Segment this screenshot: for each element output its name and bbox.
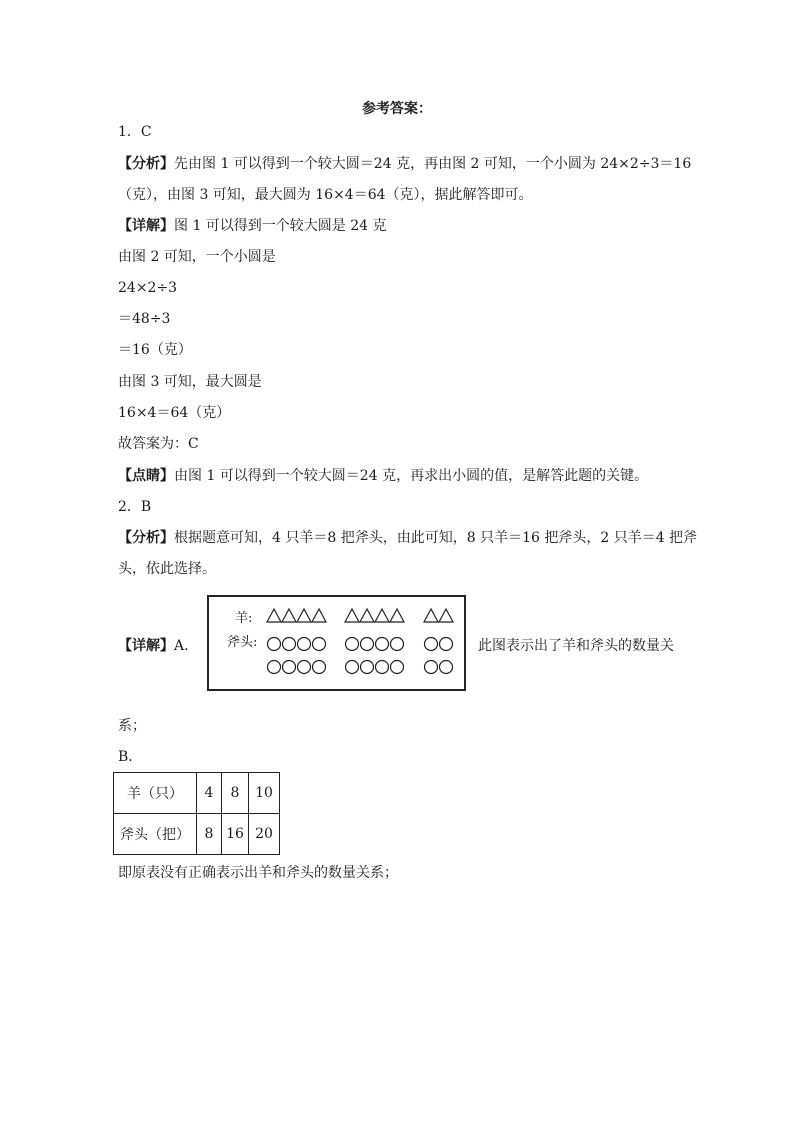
page-title: 参考答案： — [362, 101, 432, 117]
sheep-axe-figure — [207, 595, 466, 691]
sheep-triangle-icon — [297, 609, 311, 622]
sheep-triangle-icon — [375, 609, 389, 622]
axe-circle-icon — [425, 638, 438, 651]
option-a-label: A． — [174, 638, 199, 654]
q1-answer: 故答案为：C — [118, 436, 199, 452]
sheep-triangle-icon — [312, 609, 326, 622]
axe-circle-icon — [391, 638, 404, 651]
comment-text: 由图 1 可以得到一个较大圆＝24 克，再求出小圆的值，是解答此题的关键。 — [174, 468, 649, 484]
q1-step5: 由图 3 可知，最大圆是 — [118, 374, 262, 390]
option-a-text: 此图表示出了羊和斧头的数量关 — [478, 638, 674, 654]
q1-comment — [118, 466, 648, 486]
axe-circle-icon — [440, 661, 453, 674]
axe-circle-icon — [376, 661, 389, 674]
analysis-tag: 【分析】 — [118, 530, 174, 546]
detail-tag: 【详解】 — [118, 218, 174, 234]
table-cell: 8 — [197, 814, 222, 855]
comment-tag: 【点睛】 — [118, 468, 174, 484]
option-a-text-cont: 系； — [118, 718, 146, 734]
q1-analysis-line1 — [118, 154, 691, 174]
axe-circle-icon — [425, 661, 438, 674]
q1-step4: ＝16（克） — [118, 342, 192, 358]
q1-step2: 24×2÷3 — [118, 280, 178, 296]
table-cell: 8 — [222, 773, 249, 814]
q1-step1: 由图 2 可知，一个小圆是 — [118, 249, 276, 265]
sheep-triangle-icon — [390, 609, 404, 622]
option-b-label: B． — [118, 749, 143, 765]
q2-detail-option-a — [118, 636, 198, 656]
table-cell: 4 — [197, 773, 222, 814]
option-b-text: 即原表没有正确表示出羊和斧头的数量关系； — [118, 865, 398, 881]
axe-circle-icon — [298, 638, 311, 651]
axe-circle-icon — [298, 661, 311, 674]
sheep-triangle-icon — [360, 609, 374, 622]
sheep-axe-table — [113, 772, 280, 855]
analysis-text: 先由图 1 可以得到一个较大圆＝24 克，再由图 2 可知，一个小圆为 24×2÷3＝16 — [174, 156, 692, 172]
detail-tag: 【详解】 — [118, 638, 174, 654]
q1-number: 1．C — [118, 124, 152, 140]
table-row — [114, 814, 280, 855]
axe-circle-icon — [361, 638, 374, 651]
axe-circle-icon — [313, 638, 326, 651]
q1-detail-line1 — [118, 216, 387, 236]
sheep-label: 羊: — [235, 611, 253, 626]
q1-analysis-line2: （克），由图 3 可知，最大圆为 16×4＝64（克），据此解答即可。 — [118, 187, 533, 203]
sheep-triangle-icon — [345, 609, 359, 622]
sheep-triangle-icon — [282, 609, 296, 622]
q1-step3: ＝48÷3 — [118, 311, 171, 327]
axe-circle-icon — [361, 661, 374, 674]
analysis-text: 根据题意可知，4 只羊＝8 把斧头，由此可知，8 只羊＝16 把斧头，2 只羊＝4 把斧 — [174, 530, 698, 546]
table-cell: 斧头（把） — [114, 814, 197, 855]
axe-circle-icon — [313, 661, 326, 674]
axe-circle-icon — [346, 661, 359, 674]
axe-circle-icon — [376, 638, 389, 651]
q1-step6: 16×4＝64（克） — [118, 405, 231, 421]
table-cell: 羊（只） — [114, 773, 197, 814]
table-cell: 16 — [222, 814, 249, 855]
sheep-triangle-icon — [439, 609, 453, 622]
axe-circle-icon — [346, 638, 359, 651]
table-cell: 20 — [249, 814, 280, 855]
sheep-triangle-icon — [424, 609, 438, 622]
q2-analysis-line2: 头，依此选择。 — [118, 561, 216, 577]
q2-number: 2．B — [118, 499, 152, 515]
axe-circle-icon — [283, 661, 296, 674]
analysis-tag: 【分析】 — [118, 156, 174, 172]
q2-analysis-line1 — [118, 528, 697, 548]
axe-circle-icon — [268, 638, 281, 651]
sheep-triangle-icon — [267, 609, 281, 622]
axe-circle-icon — [283, 638, 296, 651]
axe-circle-icon — [268, 661, 281, 674]
table-cell: 10 — [249, 773, 280, 814]
axe-circle-icon — [391, 661, 404, 674]
figure-shapes — [209, 597, 464, 689]
axe-circle-icon — [440, 638, 453, 651]
axe-label: 斧头: — [227, 635, 258, 650]
table-row — [114, 773, 280, 814]
detail-text: 图 1 可以得到一个较大圆是 24 克 — [174, 218, 387, 234]
